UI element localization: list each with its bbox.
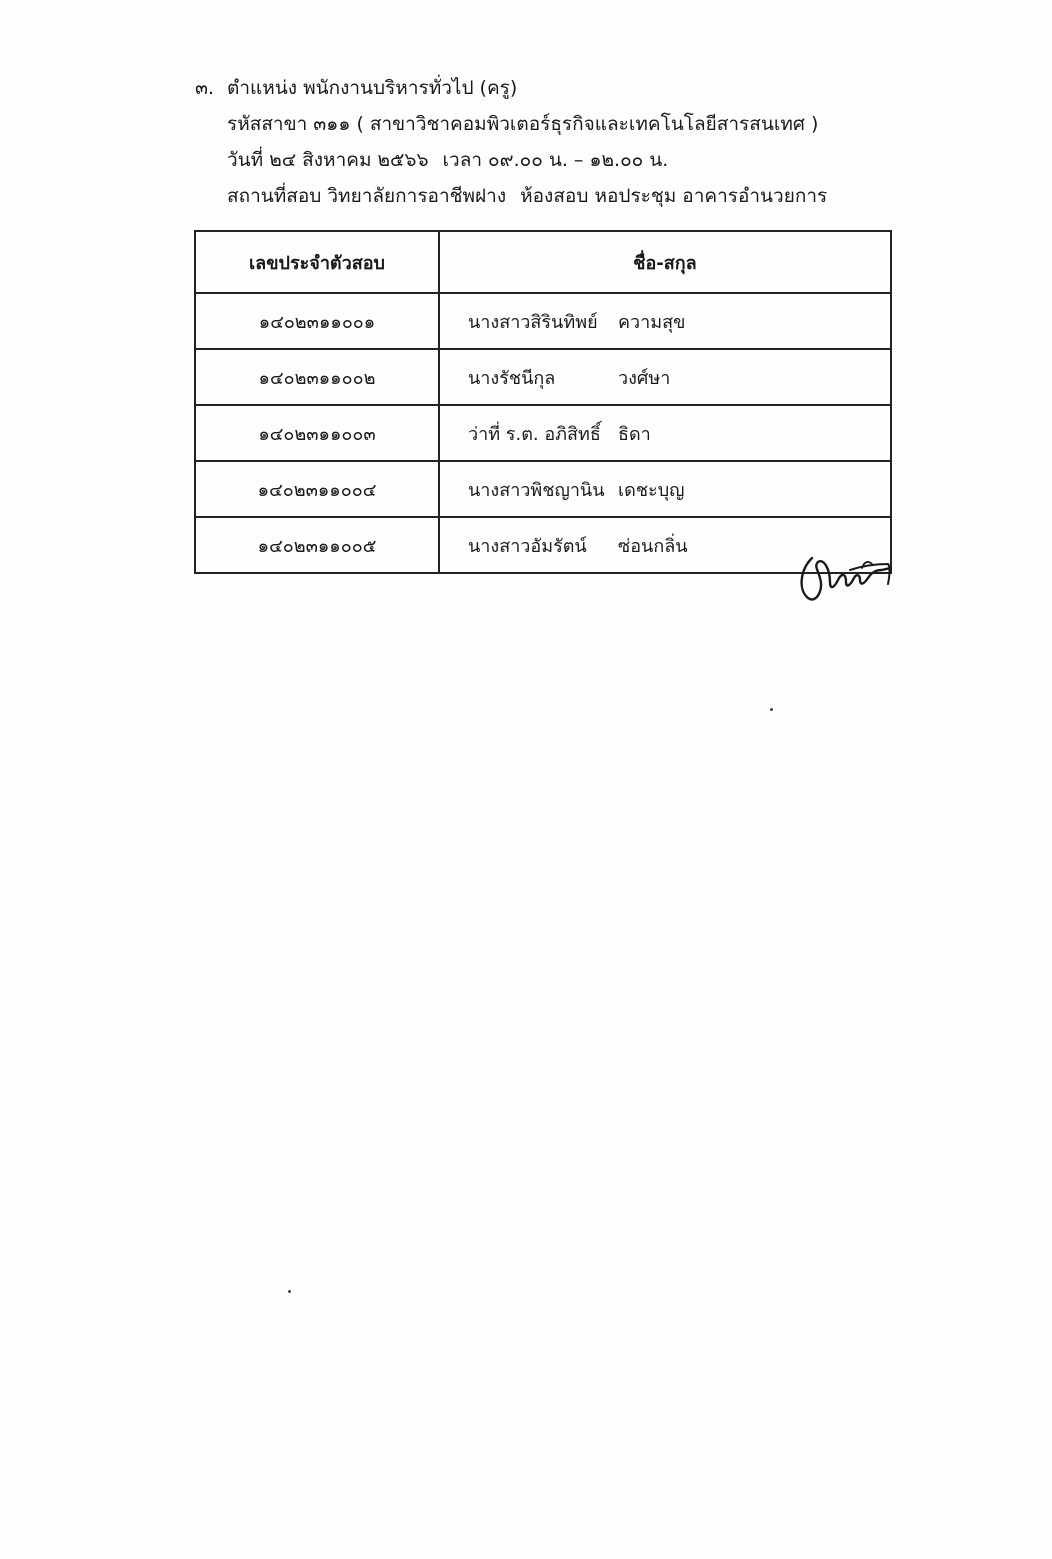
exam-id-cell: ๑๔๐๒๓๑๑๐๐๑ — [195, 293, 439, 349]
header-exam-id: เลขประจำตัวสอบ — [195, 231, 439, 293]
table-row — [195, 517, 891, 573]
last-name: ความสุข — [618, 311, 686, 333]
header-full-name: ชื่อ-สกุล — [439, 231, 891, 293]
first-name: นางสาวพิชญานิน — [468, 479, 605, 501]
last-name: ธิดา — [618, 423, 651, 445]
position-line — [195, 70, 955, 106]
exam-location: สถานที่สอบ วิทยาลัยการอาชีพฝาง — [227, 185, 507, 207]
table-header-row — [195, 231, 891, 293]
first-name: นางสาวสิรินทิพย์ — [468, 311, 598, 333]
paper-speck — [288, 1290, 291, 1293]
name-cell — [439, 405, 891, 461]
name-cell — [439, 461, 891, 517]
table-row — [195, 349, 891, 405]
datetime-line — [195, 142, 955, 178]
exam-id-cell: ๑๔๐๒๓๑๑๐๐๓ — [195, 405, 439, 461]
last-name: เดชะบุญ — [618, 479, 685, 501]
branch-line: รหัสสาขา ๓๑๑ ( สาขาวิชาคอมพิวเตอร์ธุรกิจและเทคโนโลยีสารสนเทศ ) — [227, 113, 819, 135]
exam-time: เวลา ๐๙.๐๐ น. – ๑๒.๐๐ น. — [442, 149, 669, 171]
first-name: ว่าที่ ร.ต. อภิสิทธิ์ — [468, 423, 601, 445]
first-name: นางรัชนีกุล — [468, 367, 556, 389]
paper-speck — [770, 708, 773, 711]
exam-id-cell: ๑๔๐๒๓๑๑๐๐๕ — [195, 517, 439, 573]
handwritten-signature — [790, 540, 900, 610]
exam-info-header — [195, 70, 955, 214]
name-cell — [439, 293, 891, 349]
exam-date: วันที่ ๒๔ สิงหาคม ๒๕๖๖ — [227, 149, 429, 171]
last-name: วงศ์ษา — [618, 367, 671, 389]
exam-id-cell: ๑๔๐๒๓๑๑๐๐๒ — [195, 349, 439, 405]
section-number: ๓. — [195, 77, 215, 99]
first-name: นางสาวอัมรัตน์ — [468, 535, 587, 557]
position-title: ตำแหน่ง พนักงานบริหารทั่วไป (ครู) — [227, 77, 518, 99]
last-name: ซ่อนกลิ่น — [618, 535, 688, 557]
exam-room: ห้องสอบ หอประชุม อาคารอำนวยการ — [520, 185, 828, 207]
exam-id-cell: ๑๔๐๒๓๑๑๐๐๔ — [195, 461, 439, 517]
table-row — [195, 405, 891, 461]
name-cell — [439, 349, 891, 405]
table-row — [195, 461, 891, 517]
location-line — [195, 178, 955, 214]
table-row — [195, 293, 891, 349]
candidate-table — [194, 230, 892, 574]
